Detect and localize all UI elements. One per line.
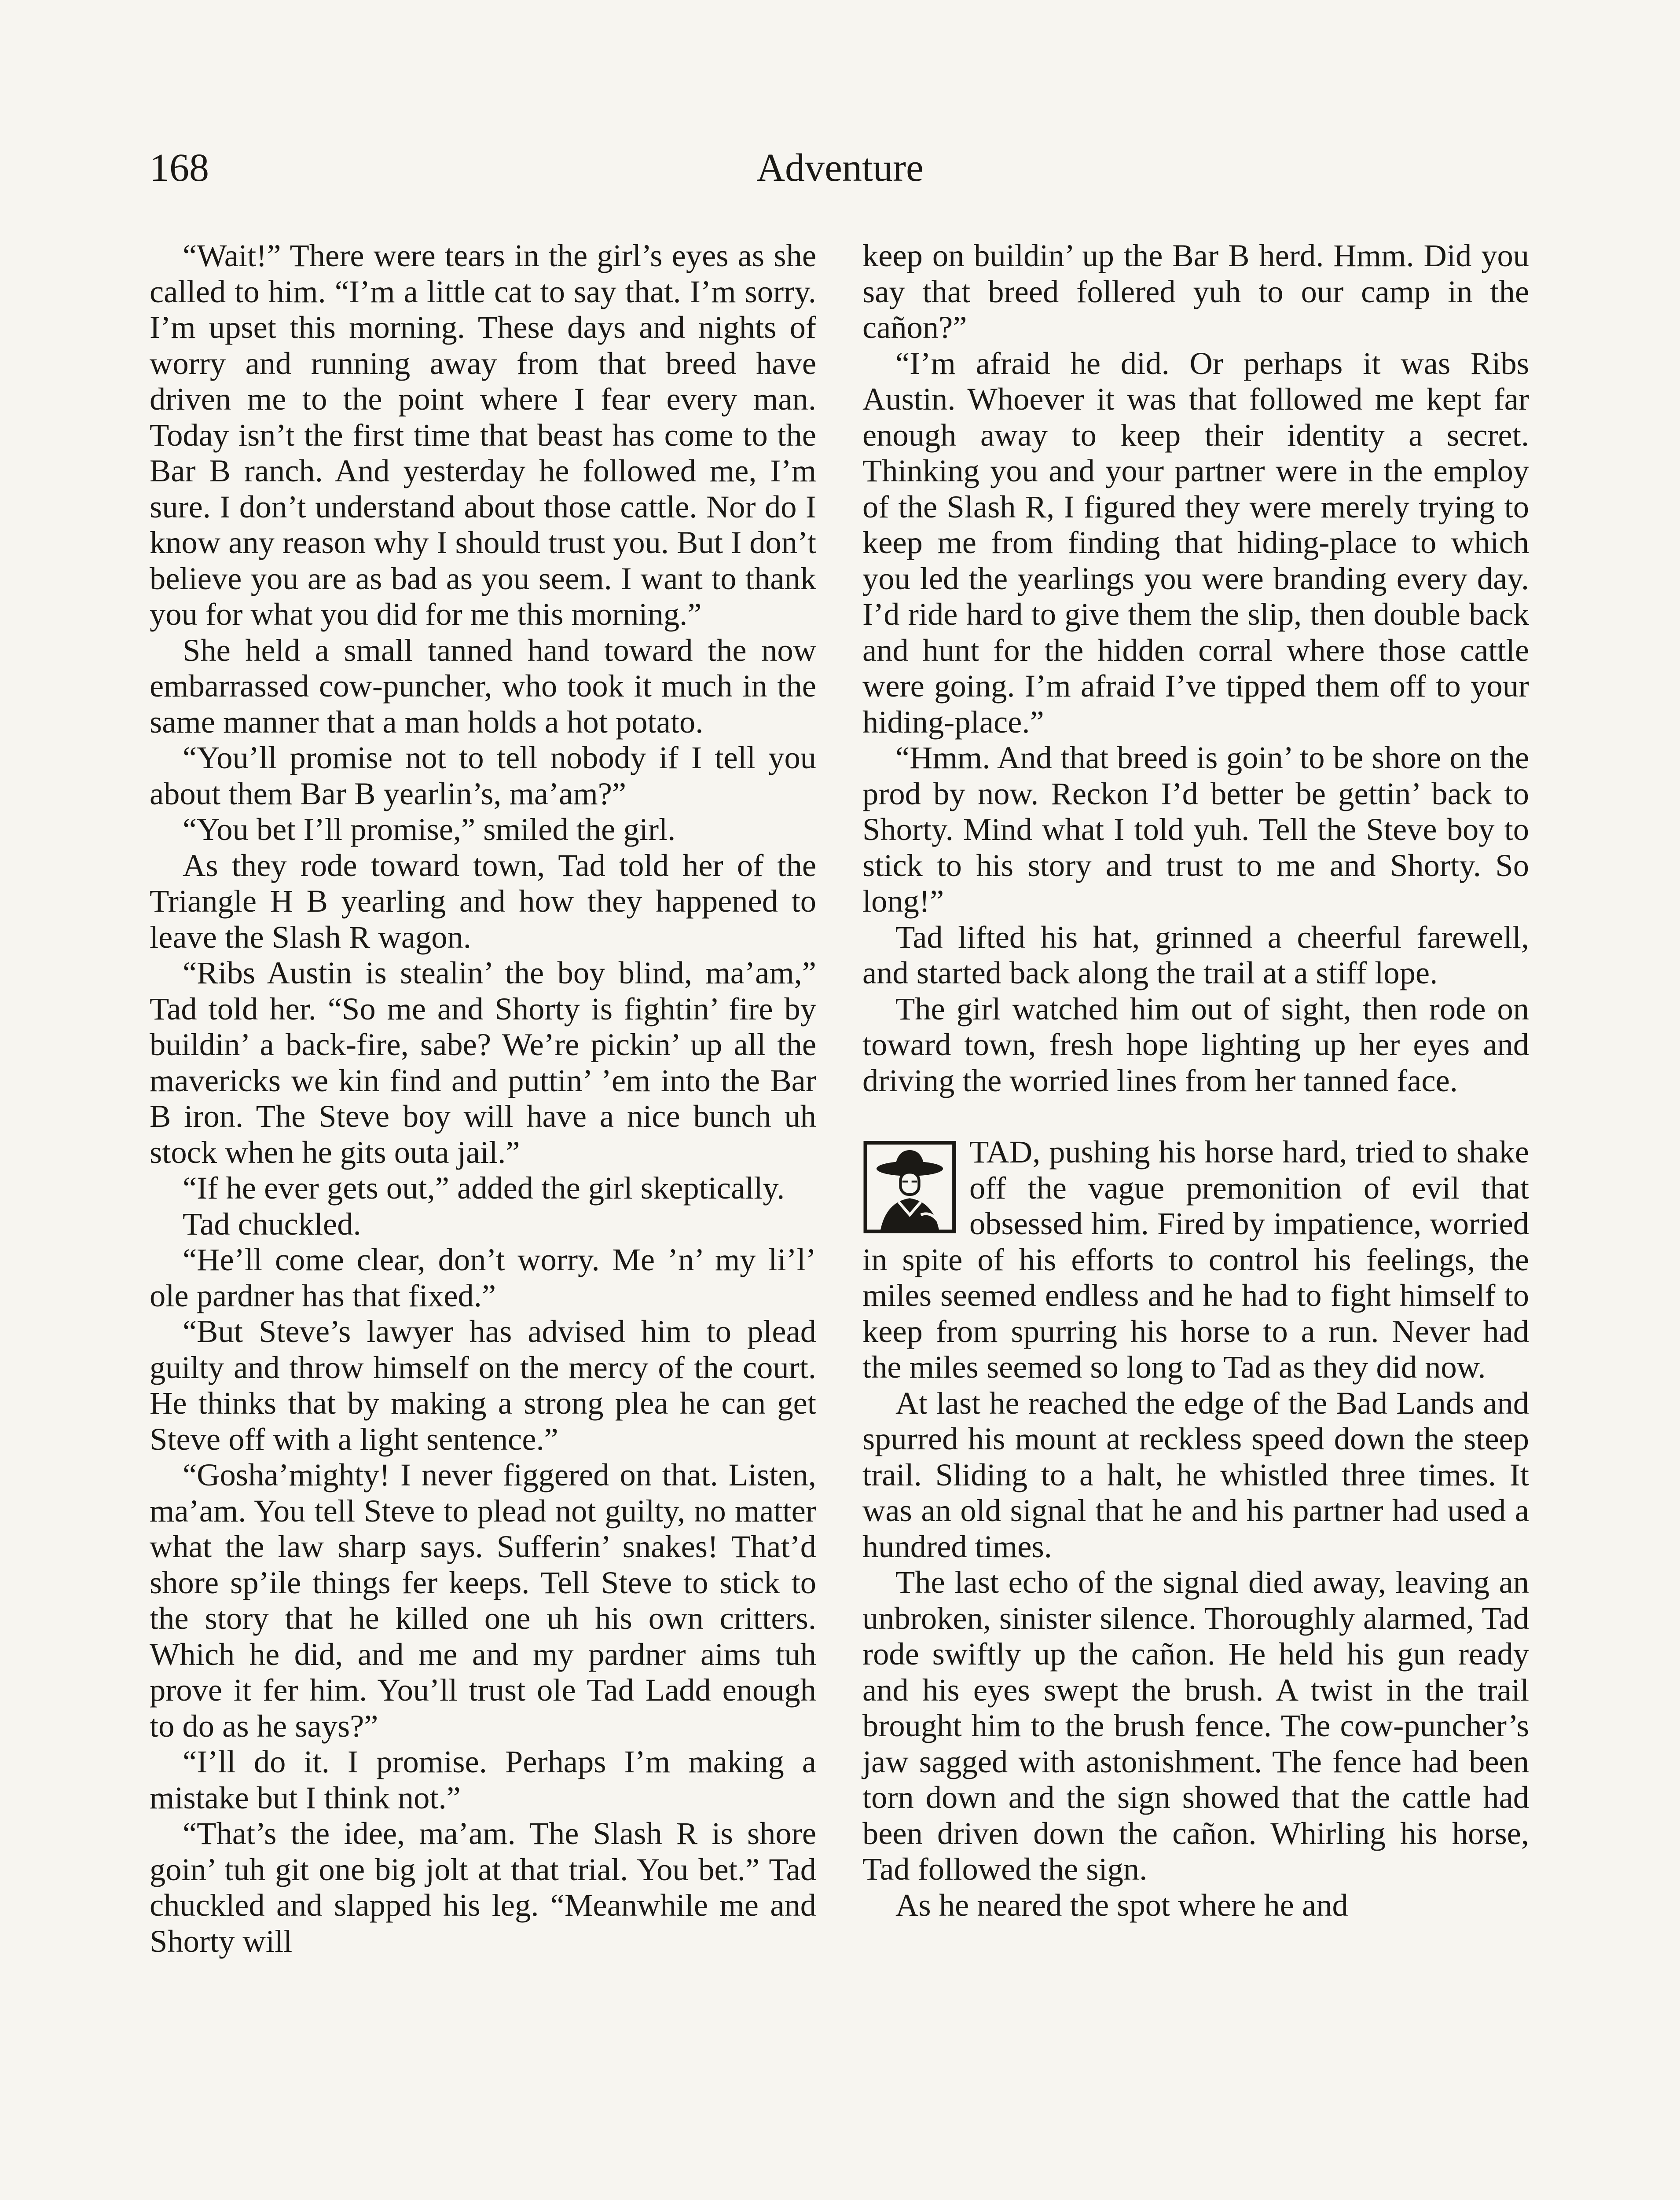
- paragraph: “Gosha’mighty! I never figgered on that. Listen, ma’am. You tell Steve to plead not guilty, no matter what the law sharp says. Sufferin’ snakes! That’d shore sp’ile things fer keeps. Tell Steve to stick to the story that he killed one uh his own critters. Which he did, and me and my pardner aims tuh prove it fer him. You’ll trust ole Tad Ladd enough to do as he says?”: [150, 1457, 816, 1744]
- paragraph: “Hmm. And that breed is goin’ to be shore on the prod by now. Reckon I’d better be gettin’ back to Shorty. Mind what I told yuh. Tell the Steve boy to stick to his story and trust to me and Shorty. So long!”: [862, 740, 1529, 919]
- section-opening-paragraph: [862, 1134, 1529, 1385]
- paragraph: “You’ll promise not to tell nobody if I tell you about them Bar B yearlin’s, ma’am?”: [150, 740, 816, 811]
- paragraph: As they rode toward town, Tad told her of the Triangle H B yearling and how they happened to leave the Slash R wagon.: [150, 847, 816, 955]
- paragraph: “He’ll come clear, don’t worry. Me ’n’ my li’l’ ole pardner has that fixed.”: [150, 1242, 816, 1313]
- paragraph: As he neared the spot where he and: [895, 1887, 1348, 1923]
- paragraph: The last echo of the signal died away, leaving an unbroken, sinister silence. Thoroughly alarmed, Tad rode swiftly up the cañon. He held his gun ready and his eyes swept the brush. A twist in the trail brought him to the brush fence. The cow-puncher’s jaw sagged with astonishment. The fence had been torn down and the sign showed that the cattle had been driven down the cañon. Whirling his horse, Tad followed the sign.: [862, 1564, 1529, 1887]
- page-number: 168: [150, 146, 209, 190]
- cowboy-vignette-icon: [862, 1141, 957, 1233]
- paragraph: “You bet I’ll promise,” smiled the girl.: [183, 811, 676, 847]
- section-opening-text: pushing his horse hard, tried to shake off the vague premonition of evil that obsessed him. Fired by impatience, worried in spite of his efforts to control his feelings, the miles seemed endless and he had to fight himself to keep from spurring his horse to a run. Never had the miles seemed so long to Tad as they did now.: [862, 1134, 1529, 1385]
- paragraph: Tad lifted his hat, grinned a cheerful farewell, and started back along the trail at a stiff lope.: [862, 919, 1529, 990]
- paragraph: She held a small tanned hand toward the now embarrassed cow-puncher, who took it much in the same manner that a man holds a hot potato.: [150, 632, 816, 740]
- paragraph: The girl watched him out of sight, then rode on toward town, fresh hope lighting up her eyes and driving the worried lines from her tanned face.: [862, 990, 1529, 1098]
- right-column: [862, 238, 1529, 1923]
- paragraph: “But Steve’s lawyer has advised him to plead guilty and throw himself on the mercy of the court. He thinks that by making a strong plea he can get Steve off with a light sentence.”: [150, 1313, 816, 1457]
- running-title: Adventure: [756, 146, 924, 190]
- paragraph: “That’s the idee, ma’am. The Slash R is shore goin’ tuh git one big jolt at that trial. You bet.” Tad chuckled and slapped his leg. “Meanwhile me and Shorty will: [150, 1815, 816, 1959]
- left-column: [150, 238, 816, 1959]
- section-lead-word: TAD,: [969, 1134, 1041, 1170]
- page-header: [150, 145, 1530, 207]
- paragraph: keep on buildin’ up the Bar B herd. Hmm. Did you say that breed follered yuh to our camp in the cañon?”: [862, 238, 1529, 345]
- paragraph: At last he reached the edge of the Bad Lands and spurred his mount at reckless speed down the steep trail. Sliding to a halt, he whistled three times. It was an old signal that he and his partner had used a hundred times.: [862, 1385, 1529, 1564]
- paragraph: “If he ever gets out,” added the girl skeptically.: [183, 1170, 785, 1206]
- paragraph: “Ribs Austin is stealin’ the boy blind, ma’am,” Tad told her. “So me and Shorty is fightin’ fire by buildin’ a back-fire, sabe? We’re pickin’ up all the mavericks we kin find and puttin’ ’em into the Bar B iron. The Steve boy will have a nice bunch uh stock when he gits outa jail.”: [150, 955, 816, 1170]
- paragraph: “I’m afraid he did. Or perhaps it was Ribs Austin. Whoever it was that followed me kept far enough away to keep their identity a secret. Thinking you and your partner were in the employ of the Slash R, I figured they were merely trying to keep me from finding that hiding-place to which you led the yearlings you were branding every day. I’d ride hard to give them the slip, then double back and hunt for the hidden corral where those cattle were going. I’m afraid I’ve tipped them off to your hiding-place.”: [862, 345, 1529, 740]
- paragraph: “I’ll do it. I promise. Perhaps I’m making a mistake but I think not.”: [150, 1744, 816, 1815]
- paragraph: Tad chuckled.: [183, 1206, 361, 1242]
- paragraph: “Wait!” There were tears in the girl’s eyes as she called to him. “I’m a little cat to say that. I’m sorry. I’m upset this morning. These days and nights of worry and running away from that breed have driven me to the point where I fear every man. Today isn’t the first time that beast has come to the Bar B ranch. And yesterday he followed me, I’m sure. I don’t understand about those cattle. Nor do I know any reason why I should trust you. But I don’t believe you are as bad as you seem. I want to thank you for what you did for me this morning.”: [150, 238, 816, 632]
